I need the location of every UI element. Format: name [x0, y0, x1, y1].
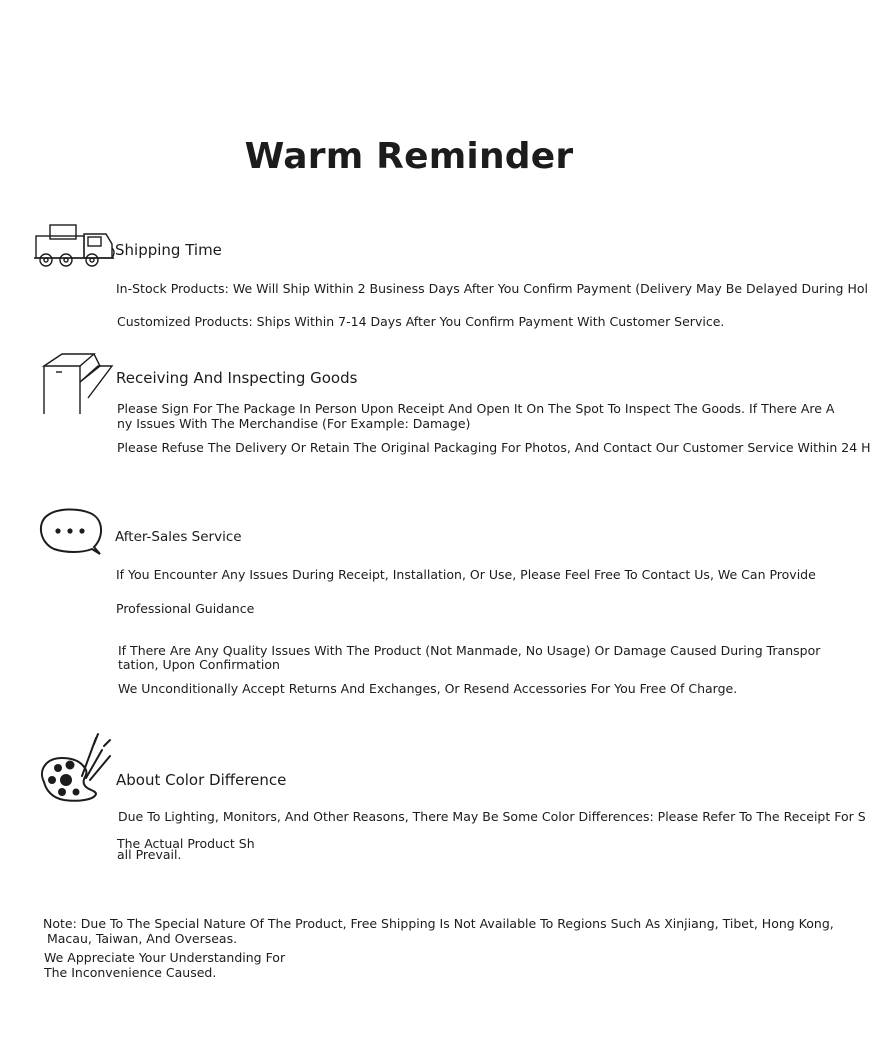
shipping-line-2: Customized Products: Ships Within 7-14 Days After You Confirm Payment With Customer Service.	[117, 314, 725, 329]
chat-bubble-icon	[38, 507, 106, 557]
color-line-2: The Actual Product Sh	[117, 836, 255, 851]
after-sales-line-3: If There Are Any Quality Issues With The Product (Not Manmade, No Usage) Or Damage Caused During Transpor	[118, 643, 821, 658]
note-line-1: Note: Due To The Special Nature Of The Product, Free Shipping Is Not Available To Regions Such As Xinjiang, Tibet, Hong Kong,	[43, 916, 834, 931]
box-icon	[40, 352, 116, 418]
note-line-3: We Appreciate Your Understanding For	[44, 950, 286, 965]
note-line-4: The Inconvenience Caused.	[44, 965, 217, 980]
paint-palette-icon	[38, 732, 118, 804]
page-title: Warm Reminder	[244, 136, 574, 177]
receiving-line-2: ny Issues With The Merchandise (For Example: Damage)	[117, 416, 471, 431]
note-line-2: Macau, Taiwan, And Overseas.	[43, 931, 238, 946]
after-sales-line-4: tation, Upon Confirmation	[118, 657, 280, 672]
receiving-line-1: Please Sign For The Package In Person Upon Receipt And Open It On The Spot To Inspect The Goods. If There Are A	[117, 401, 835, 416]
shipping-line-1: In-Stock Products: We Will Ship Within 2 Business Days After You Confirm Payment (Delivery May Be Delayed During Hol	[116, 281, 868, 296]
section-heading-receiving: Receiving And Inspecting Goods	[116, 369, 358, 387]
section-heading-shipping: Shipping Time	[115, 241, 222, 259]
section-heading-after-sales: After-Sales Service	[115, 529, 242, 545]
section-heading-color: About Color Difference	[116, 771, 287, 789]
receiving-line-3: Please Refuse The Delivery Or Retain The Original Packaging For Photos, And Contact Our Customer Service Within 24 H	[117, 440, 871, 455]
after-sales-line-1: If You Encounter Any Issues During Receipt, Installation, Or Use, Please Feel Free To Contact Us, We Can Provide	[116, 567, 816, 582]
after-sales-line-2: Professional Guidance	[116, 601, 255, 616]
color-line-1: Due To Lighting, Monitors, And Other Reasons, There May Be Some Color Differences: Please Refer To The Receipt For S	[118, 809, 866, 824]
truck-icon	[32, 222, 122, 270]
color-line-3: all Prevail.	[117, 847, 182, 862]
after-sales-line-5: We Unconditionally Accept Returns And Exchanges, Or Resend Accessories For You Free Of Charge.	[118, 681, 738, 696]
